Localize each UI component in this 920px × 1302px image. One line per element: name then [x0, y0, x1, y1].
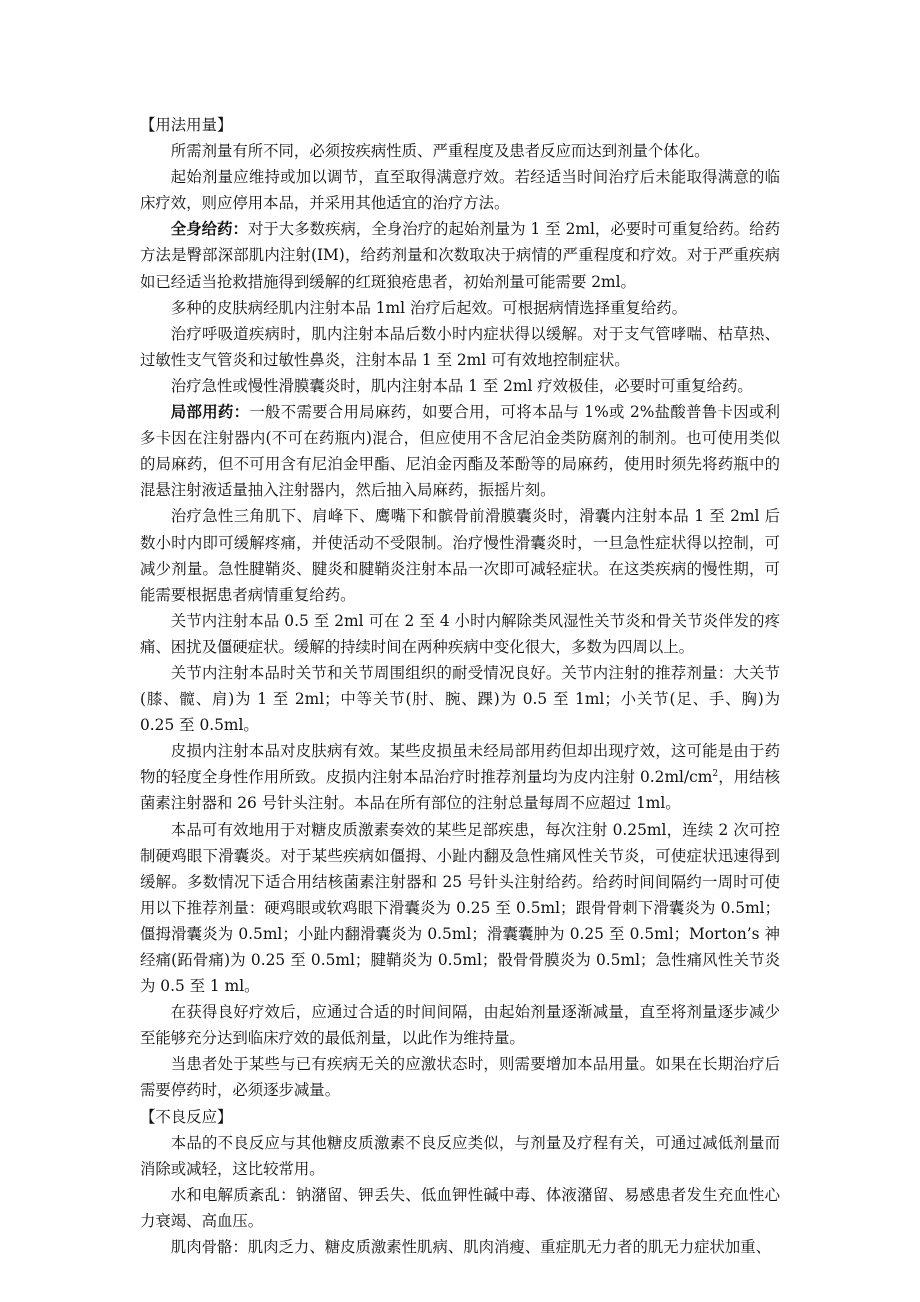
paragraph — [140, 1051, 780, 1103]
paragraph — [140, 1130, 780, 1182]
paragraph — [140, 738, 780, 816]
paragraph-text: 皮损内注射本品对皮肤病有效。某些皮损虽未经局部用药但却出现疗效，这可能是由于药物的轻度全身性作用所致。皮损内注射本品治疗时推荐剂量均为皮内注射 0.2ml/cm — [140, 742, 780, 787]
paragraph — [140, 295, 780, 321]
paragraph-text: 治疗急性三角肌下、肩峰下、鹰嘴下和髌骨前滑膜囊炎时，滑囊内注射本品 1 至 2ml 后数小时内即可缓解疼痛，并使活动不受限制。治疗慢性滑囊炎时，一旦急性症状得以控制，可减少剂量。急性腱鞘炎、腱炎和腱鞘炎注射本品一次即可减轻症状。在这类疾病的慢性期，可能需要根据患者病情重复给药。 — [140, 507, 780, 604]
paragraph-text: 治疗急性或慢性滑膜囊炎时，肌内注射本品 1 至 2ml 疗效极佳，必要时可重复给药。 — [170, 376, 753, 395]
paragraph — [140, 373, 780, 399]
paragraph-text: 起始剂量应维持或加以调节，直至取得满意疗效。若经适当时间治疗后未能取得满意的临床疗效，则应停用本品，并采用其他适宜的治疗方法。 — [140, 168, 780, 213]
paragraph — [140, 1234, 780, 1260]
document-page — [140, 112, 780, 1260]
paragraph — [140, 216, 780, 294]
paragraph-text: 所需剂量有所不同，必须按疾病性质、严重程度及患者反应而达到剂量个体化。 — [170, 142, 710, 161]
paragraph — [140, 817, 780, 1000]
paragraph-text: 当患者处于某些与已有疾病无关的应激状态时，则需要增加本品用量。如果在长期治疗后需要停药时，必须逐步减量。 — [140, 1055, 780, 1100]
paragraph-text-tail: ，用结核菌素注射器和 26 号针头注射。本品在所有部位的注射总量每周不应超过 1ml。 — [140, 768, 780, 813]
section-usage-dosage — [140, 112, 780, 1104]
section-adverse-reactions — [140, 1104, 780, 1261]
paragraph — [140, 164, 780, 216]
paragraph-lead: 局部用药： — [170, 403, 250, 422]
paragraph-text: 关节内注射本品时关节和关节周围组织的耐受情况良好。关节内注射的推荐剂量：大关节(膝、髋、肩)为 1 至 2ml；中等关节(肘、腕、踝)为 0.5 至 1ml；小关节(足、手、胸)为 0.25 至 0.5ml。 — [140, 663, 780, 735]
paragraph — [140, 321, 780, 373]
superscript: 2 — [712, 769, 719, 780]
paragraph-text: 本品可有效地用于对糖皮质激素奏效的某些足部疾患，每次注射 0.25ml，连续 2 次可控制硬鸡眼下滑囊炎。对于某些疾病如僵拇、小趾内翻及急性痛风性关节炎，可使症状迅速得到缓解。多数情况下适合用结核菌素注射器和 25 号针头注射给药。给药时间间隔约一周时可使用以下推荐剂量：硬鸡眼或软鸡眼下滑囊炎为 0.25 至 0.5ml；跟骨骨刺下滑囊炎为 0.5ml；僵拇滑囊炎为 0.5ml；小趾内翻滑囊炎为 0.5ml；滑囊囊肿为 0.25 至 0.5ml；Morton’s 神经痛(跖骨痛)为 0.25 至 0.5ml；腱鞘炎为 0.5ml；骰骨骨膜炎为 0.5ml；急性痛风性关节炎为 0.5 至 1 ml。 — [140, 820, 780, 996]
paragraph-text: 在获得良好疗效后，应通过合适的时间间隔，由起始剂量逐渐减量，直至将剂量逐步减少至能够充分达到临床疗效的最低剂量，以此作为维持量。 — [140, 1003, 780, 1048]
paragraph-text: 一般不需要合用局麻药，如要合用，可将本品与 1%或 2%盐酸普鲁卡因或利多卡因在注射器内(不可在药瓶内)混合，但应使用不含尼泊金类防腐剂的制剂。也可使用类似的局麻药，但不可用含有尼泊金甲酯、尼泊金丙酯及苯酚等的局麻药，使用时须先将药瓶中的混悬注射液适量抽入注射器内，然后抽入局麻药，振摇片刻。 — [140, 403, 780, 500]
paragraph — [140, 608, 780, 660]
paragraph-lead: 全身给药： — [170, 220, 248, 239]
paragraph — [140, 1182, 780, 1234]
paragraph — [140, 399, 780, 503]
paragraph-text: 水和电解质紊乱：钠潴留、钾丢失、低血钾性碱中毒、体液潴留、易感患者发生充血性心力衰竭、高血压。 — [140, 1185, 780, 1230]
paragraph-text: 治疗呼吸道疾病时，肌内注射本品后数小时内症状得以缓解。对于支气管哮喘、枯草热、过敏性支气管炎和过敏性鼻炎，注射本品 1 至 2ml 可有效地控制症状。 — [140, 324, 780, 369]
paragraph-text: 本品的不良反应与其他糖皮质激素不良反应类似，与剂量及疗程有关，可通过减低剂量而消除或减轻，这比较常用。 — [140, 1133, 780, 1178]
paragraph-text: 对于大多数疾病，全身治疗的起始剂量为 1 至 2ml，必要时可重复给药。给药方法是臀部深部肌内注射(IM)，给药剂量和次数取决于病情的严重程度和疗效。对于严重疾病如已经适当抢救措施得到缓解的红斑狼疮患者，初始剂量可能需要 2ml。 — [140, 220, 780, 291]
section-heading: 【用法用量】 — [140, 116, 233, 134]
paragraph-text: 多种的皮肤病经肌内注射本品 1ml 治疗后起效。可根据病情选择重复给药。 — [170, 298, 687, 317]
paragraph — [140, 503, 780, 607]
section-heading: 【不良反应】 — [140, 1107, 233, 1126]
paragraph — [140, 138, 780, 164]
paragraph — [140, 999, 780, 1051]
paragraph — [140, 660, 780, 738]
paragraph-text: 肌肉骨骼：肌肉乏力、糖皮质激素性肌病、肌肉消瘦、重症肌无力者的肌无力症状加重、 — [170, 1238, 772, 1257]
paragraph-text: 关节内注射本品 0.5 至 2ml 可在 2 至 4 小时内解除类风湿性关节炎和骨关节炎伴发的疼痛、困扰及僵硬症状。缓解的持续时间在两种疾病中变化很大，多数为四周以上。 — [140, 611, 780, 656]
